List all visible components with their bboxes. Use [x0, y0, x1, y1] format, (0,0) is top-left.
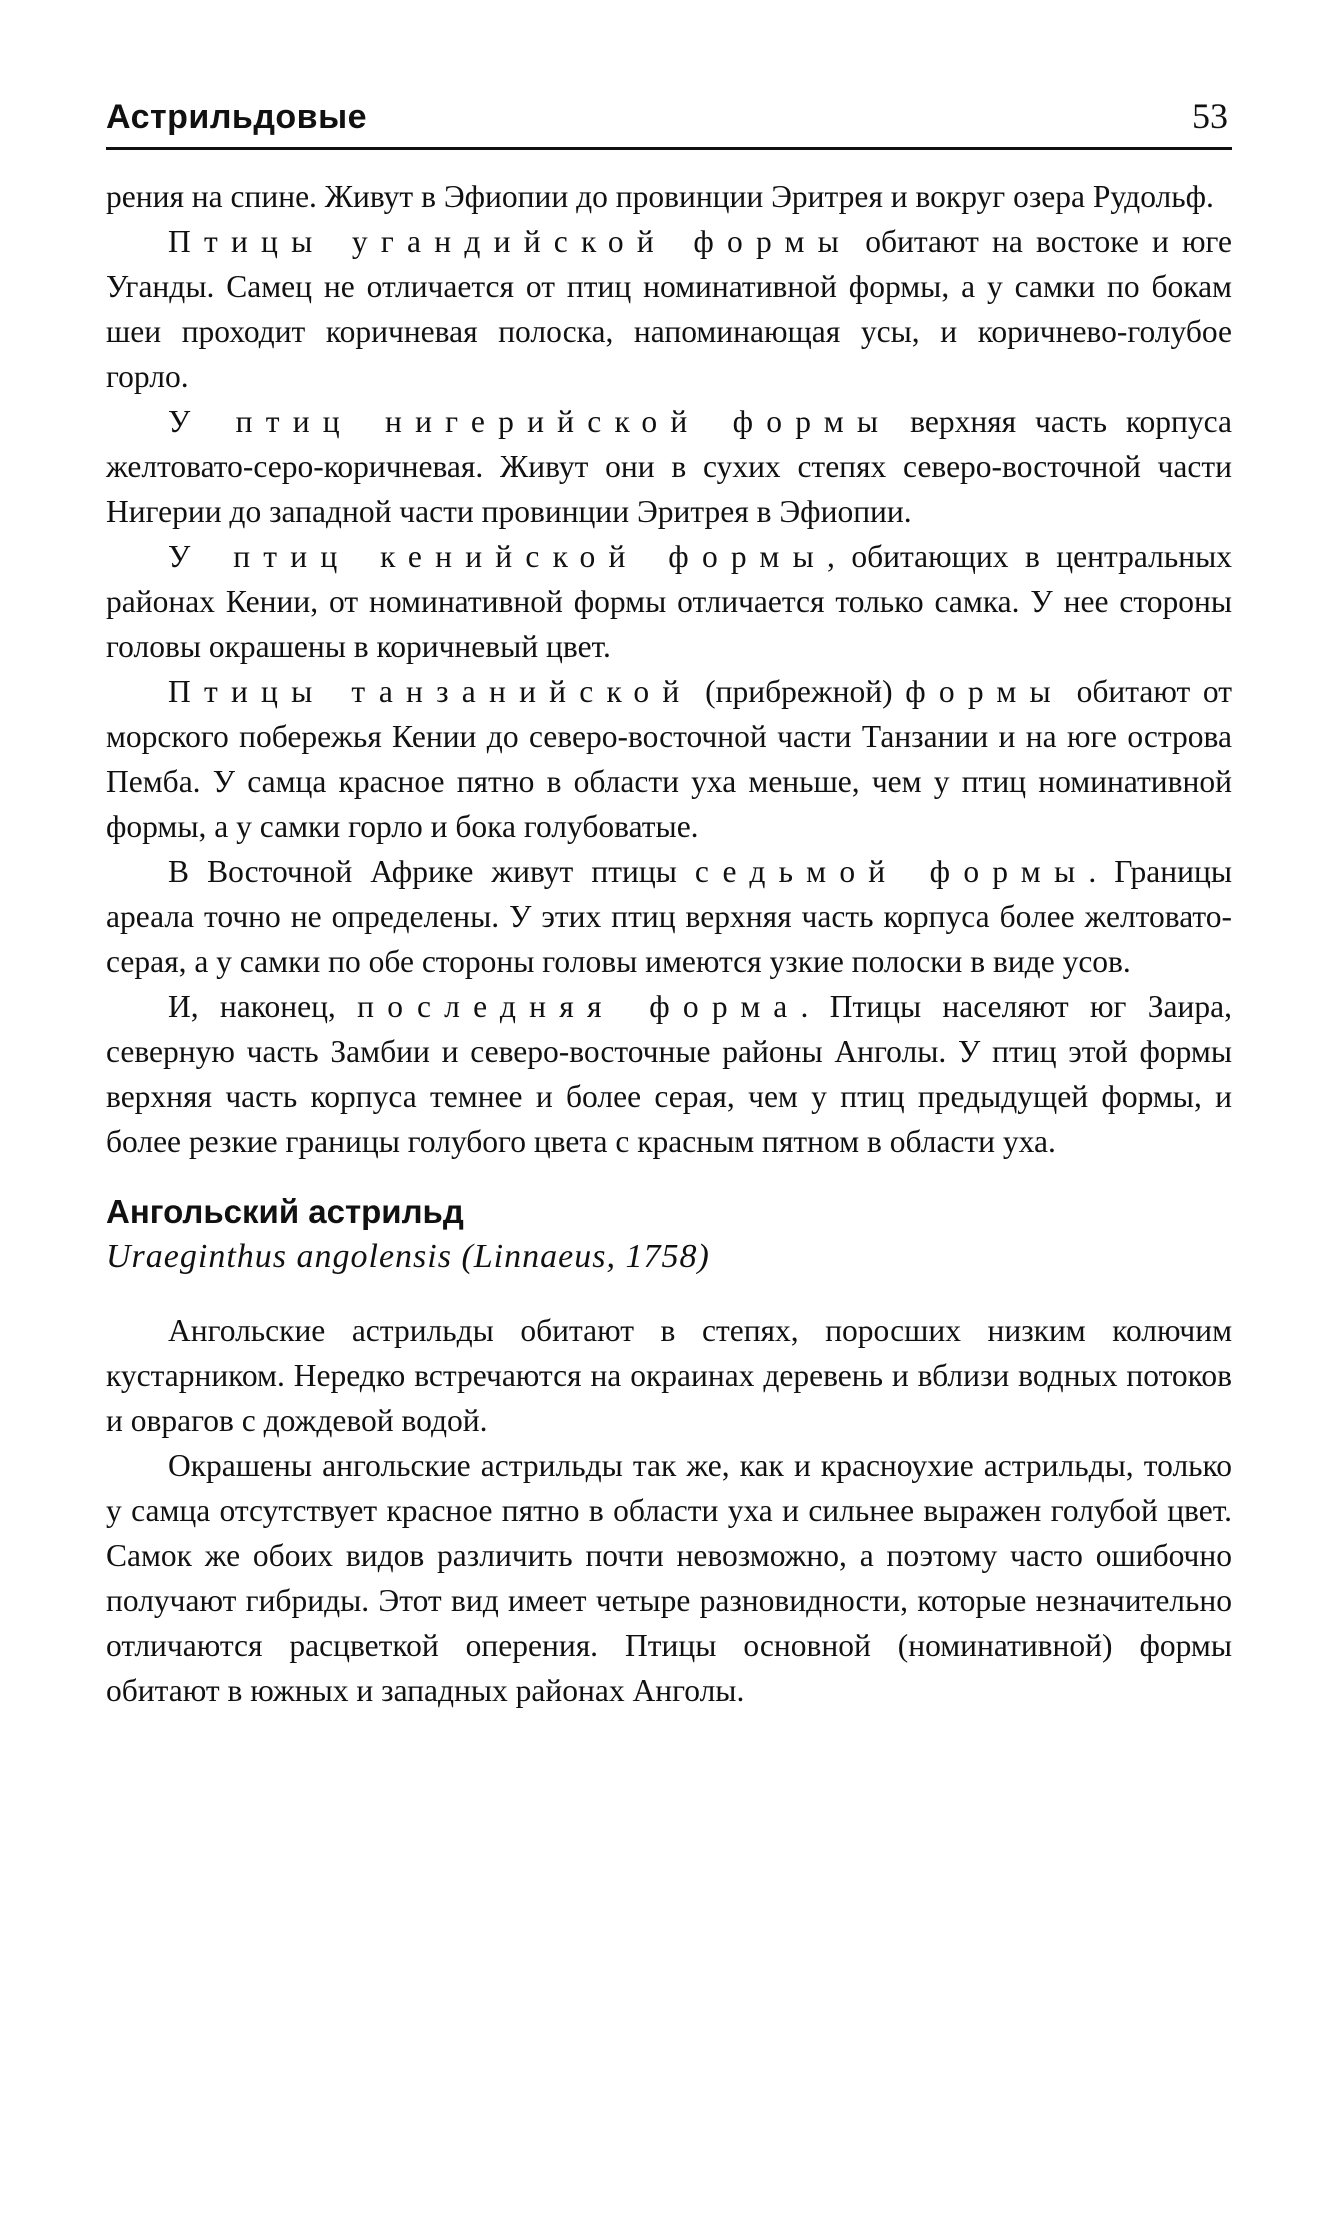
spaced-emphasis: У птиц нигерийской формы [168, 404, 892, 439]
spaced-emphasis: седьмой формы [694, 854, 1089, 889]
section-title: Ангольский астрильд [106, 1193, 464, 1230]
text-run: . Птицы населяют юг Заира, северную часть Замбии и северо-восточные районы Анголы. У птиц этой формы верхняя часть корпуса темнее и более серая, чем у птиц предыдущей формы, и более резкие границы голубого цвета с красным пятном в области уха. [106, 989, 1232, 1159]
text-run: (прибрежной) [692, 674, 906, 709]
text-run: . Границы ареала точно не определены. У этих птиц верхняя часть корпуса более желтовато-серая, а у самки по обе стороны головы имеются узкие полоски в виде усов. [106, 854, 1233, 979]
spaced-emphasis: Птицы танзанийской [168, 674, 693, 709]
text-run: обитают от морского побережья Кении до северо-восточной части Танзании и на юге острова Пемба. У самца красное пятно в области уха меньше, чем у птиц номинативной формы, а у самки горло и бока голубоватые. [106, 674, 1233, 844]
text-run: В Восточной Африке живут птицы [168, 854, 695, 889]
paragraph [106, 399, 1232, 534]
text-run: рения на спине. Живут в Эфиопии до провинции Эритрея и вокруг озера Рудольф. [106, 179, 1214, 214]
species-latin-name: Uraeginthus angolensis (Linnaeus, 1758) [106, 1238, 710, 1275]
text-run: , обитающих в центральных районах Кении, от номинативной формы отличается только самка. У нее стороны головы окрашены в коричневый цвет. [106, 539, 1232, 664]
paragraph [106, 1443, 1232, 1713]
paragraph [106, 849, 1232, 984]
book-page [106, 95, 1232, 1713]
text-run: Окрашены ангольские астрильды так же, как и красноухие астрильды, только у самца отсутствует красное пятно в области уха и сильнее выражен голубой цвет. Самок же обоих видов различить почти невозможно, а поэтому часто ошибочно получают гибриды. Этот вид имеет четыре разновидности, которые незначительно отличаются расцветкой оперения. Птицы основной (номинативной) формы обитают в южных и западных районах Анголы. [106, 1448, 1232, 1708]
paragraph [106, 669, 1232, 849]
page-number: 53 [1192, 96, 1228, 136]
paragraph [106, 219, 1232, 399]
spaced-emphasis: формы [905, 674, 1064, 709]
text-run: Ангольские астрильды обитают в степях, поросших низким колючим кустарником. Нередко встречаются на окраинах деревень и вблизи водных потоков и оврагов с дождевой водой. [106, 1313, 1232, 1438]
body-text [106, 174, 1232, 1164]
text-run: обитают на востоке и юге Уганды. Самец не отличается от птиц номинативной формы, а у самки по бокам шеи проходит коричневая полоска, напоминающая усы, и коричнево-голубое горло. [106, 224, 1232, 394]
spaced-emphasis: последняя форма [357, 989, 801, 1024]
running-head: Астрильдовые [106, 98, 368, 136]
paragraph [106, 984, 1232, 1164]
text-run: И, наконец, [168, 989, 358, 1024]
paragraph [106, 1308, 1232, 1443]
text-run: верхняя часть корпуса желтовато-серо-коричневая. Живут они в сухих степях северо-восточной части Нигерии до западной части провинции Эритрея в Эфиопии. [106, 404, 1232, 529]
page-header [106, 95, 1232, 150]
spaced-emphasis: У птиц кенийской формы [168, 539, 827, 574]
section-body [106, 1308, 1232, 1713]
paragraph [106, 534, 1232, 669]
spaced-emphasis: Птицы угандийской формы [168, 224, 853, 259]
paragraph [106, 174, 1232, 219]
